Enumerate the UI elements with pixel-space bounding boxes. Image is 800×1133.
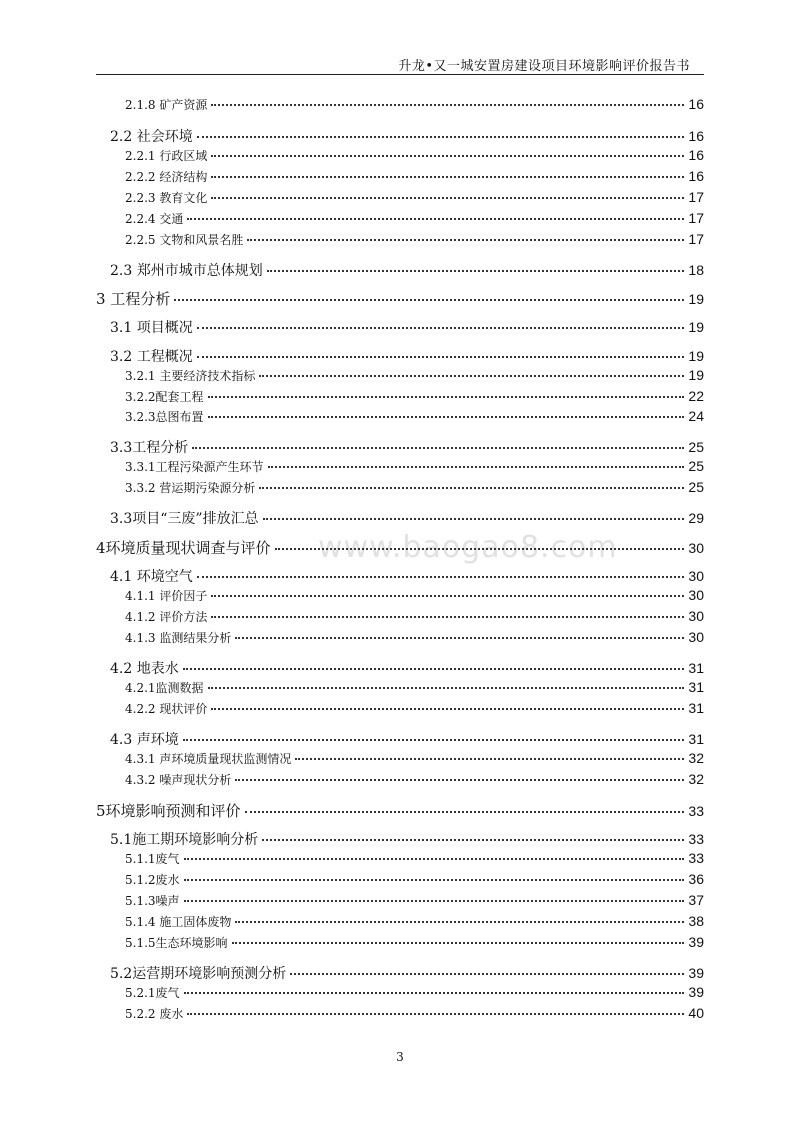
toc-leader <box>184 858 685 860</box>
toc-leader <box>268 466 685 468</box>
toc-leader <box>184 879 685 881</box>
toc-title: 工程概况 <box>136 349 193 365</box>
toc-page: 19 <box>688 319 704 335</box>
toc-entry[interactable] <box>125 458 704 478</box>
toc-leader <box>192 447 684 449</box>
toc-page: 40 <box>688 1005 704 1021</box>
toc-title: 营运期污染源分析 <box>159 481 256 495</box>
toc-entry[interactable] <box>125 700 704 720</box>
toc-title: 矿产资源 <box>159 98 208 112</box>
toc-title: 行政区域 <box>159 149 208 163</box>
toc-number: 3.2.2 <box>125 390 156 404</box>
toc-page: 31 <box>688 700 704 716</box>
toc-leader <box>208 396 685 398</box>
toc-entry[interactable] <box>125 408 704 428</box>
toc-leader <box>247 239 684 241</box>
toc-page: 37 <box>688 892 704 908</box>
toc-page: 33 <box>688 803 704 819</box>
toc-number: 2.2.2 <box>125 170 156 184</box>
toc-page: 25 <box>688 479 704 495</box>
toc-title: 生态环境影响 <box>155 936 228 950</box>
toc-entry[interactable] <box>125 892 704 912</box>
toc-page: 32 <box>688 771 704 787</box>
toc-page: 33 <box>688 850 704 866</box>
toc-number: 5.1.3 <box>125 894 156 908</box>
toc-leader <box>262 839 684 841</box>
toc-page: 25 <box>688 458 704 474</box>
toc-leader <box>211 104 684 106</box>
toc-page: 30 <box>688 629 704 645</box>
toc-title: 废水 <box>159 1007 184 1021</box>
toc-title: 项目概况 <box>136 320 193 336</box>
toc-number: 2.2.4 <box>125 212 156 226</box>
toc-number: 3.3 <box>110 511 133 527</box>
toc-leader <box>197 327 685 329</box>
toc-leader <box>211 155 684 157</box>
toc-number: 2.2.5 <box>125 233 156 247</box>
toc-page: 17 <box>688 231 704 247</box>
toc-number: 2.1.8 <box>125 98 156 112</box>
toc-entry[interactable] <box>110 963 704 983</box>
toc-page: 33 <box>688 831 704 847</box>
watermark: www.baogao8.com <box>318 530 618 565</box>
toc-title: 项目“三废”排放汇总 <box>132 511 259 527</box>
toc-leader <box>197 576 685 578</box>
toc-page: 30 <box>688 587 704 603</box>
toc-number: 5.1.2 <box>125 873 156 887</box>
toc-page: 31 <box>688 731 704 747</box>
toc-leader <box>235 637 684 639</box>
toc-number: 5.1 <box>110 832 133 848</box>
toc-entry[interactable] <box>110 260 704 280</box>
toc-leader <box>211 616 684 618</box>
toc-page: 30 <box>688 540 704 556</box>
toc-title: 社会环境 <box>136 129 193 145</box>
toc-page: 25 <box>688 439 704 455</box>
toc-leader <box>259 375 684 377</box>
toc-number: 2.3 <box>110 263 133 279</box>
toc-entry[interactable] <box>125 189 704 209</box>
toc-leader <box>208 687 685 689</box>
toc-page: 16 <box>688 96 704 112</box>
toc-leader <box>267 270 685 272</box>
toc-number: 4.1.1 <box>125 589 156 603</box>
toc-page: 30 <box>688 608 704 624</box>
toc-number: 5.1.5 <box>125 936 156 950</box>
toc-title: 施工期环境影响分析 <box>132 832 259 848</box>
toc-entry[interactable] <box>125 1005 704 1025</box>
toc-number: 5 <box>96 802 106 820</box>
toc-title: 监测数据 <box>155 681 204 695</box>
toc-number: 3 <box>96 290 106 308</box>
toc-entry[interactable] <box>125 629 704 649</box>
toc-title: 地表水 <box>136 661 179 677</box>
toc-title: 配套工程 <box>155 390 204 404</box>
toc-entry[interactable] <box>125 871 704 891</box>
toc-leader <box>295 758 684 760</box>
toc-entry[interactable] <box>125 750 704 770</box>
toc-title: 声环境质量现状监测情况 <box>159 752 292 766</box>
toc-title: 评价方法 <box>159 610 208 624</box>
toc-entry[interactable] <box>125 934 704 954</box>
toc-page: 39 <box>688 965 704 981</box>
toc-title: 工程分析 <box>132 440 189 456</box>
toc-number: 4.1.3 <box>125 631 156 645</box>
toc-number: 4.1 <box>110 569 133 585</box>
toc-page: 36 <box>688 871 704 887</box>
toc-page: 22 <box>688 388 704 404</box>
toc-title: 运营期环境影响预测分析 <box>132 966 287 982</box>
toc-entry[interactable] <box>125 96 704 116</box>
toc-number: 4.2.2 <box>125 702 156 716</box>
toc-entry[interactable] <box>125 608 704 628</box>
toc-page: 18 <box>688 262 704 278</box>
toc-title: 噪声现状分析 <box>159 773 232 787</box>
toc-page: 17 <box>688 189 704 205</box>
toc-leader <box>275 548 685 550</box>
toc-number: 4.2.1 <box>125 681 156 695</box>
toc-title: 教育文化 <box>159 191 208 205</box>
toc-number: 2.2.1 <box>125 149 156 163</box>
toc-title: 经济结构 <box>159 170 208 184</box>
toc-title: 施工固体废物 <box>159 915 232 929</box>
toc-title: 主要经济技术指标 <box>159 369 256 383</box>
toc-number: 4.3.2 <box>125 773 156 787</box>
toc-page: 19 <box>688 291 704 307</box>
toc-page: 19 <box>688 348 704 364</box>
toc-entry[interactable] <box>110 729 704 749</box>
toc-page: 39 <box>688 934 704 950</box>
toc-page: 19 <box>688 367 704 383</box>
toc-number: 5.1.4 <box>125 915 156 929</box>
toc-page: 38 <box>688 913 704 929</box>
toc-number: 4.3 <box>110 732 133 748</box>
toc-page: 29 <box>688 510 704 526</box>
toc-entry[interactable] <box>110 508 704 528</box>
toc-title: 总图布置 <box>155 410 204 424</box>
toc-number: 3.3.2 <box>125 481 156 495</box>
toc-title: 交通 <box>159 212 184 226</box>
toc-entry[interactable] <box>110 829 704 849</box>
toc-page: 24 <box>688 408 704 424</box>
toc-entry[interactable] <box>125 850 704 870</box>
toc-leader <box>184 900 685 902</box>
toc-entry[interactable] <box>110 126 704 146</box>
toc-number: 3.3 <box>110 440 133 456</box>
toc-entry[interactable] <box>110 437 704 457</box>
toc-page: 16 <box>688 128 704 144</box>
toc-leader <box>174 299 684 301</box>
toc-entry[interactable] <box>125 388 704 408</box>
toc-leader <box>235 779 684 781</box>
toc-entry[interactable] <box>125 984 704 1004</box>
toc-title: 监测结果分析 <box>159 631 232 645</box>
toc-leader <box>197 136 685 138</box>
toc-number: 3.2.1 <box>125 369 156 383</box>
toc-number: 4.1.2 <box>125 610 156 624</box>
toc-leader <box>290 973 684 975</box>
toc-leader <box>232 942 685 944</box>
toc-entry[interactable] <box>125 367 704 387</box>
toc-number: 4.3.1 <box>125 752 156 766</box>
toc-title: 现状评价 <box>159 702 208 716</box>
page-number: 3 <box>396 1050 404 1064</box>
toc-leader <box>197 356 685 358</box>
toc-leader <box>245 811 685 813</box>
toc-title: 环境影响预测和评价 <box>105 802 241 820</box>
toc-number: 2.2 <box>110 129 133 145</box>
toc-entry[interactable] <box>110 658 704 678</box>
toc-page: 31 <box>688 660 704 676</box>
toc-title: 郑州市城市总体规划 <box>136 263 263 279</box>
toc-number: 5.2 <box>110 966 133 982</box>
toc-entry[interactable] <box>125 168 704 188</box>
toc-number: 5.1.1 <box>125 852 156 866</box>
toc-leader <box>259 487 684 489</box>
header-title: 升龙•又一城安置房建设项目环境影响评价报告书 <box>398 59 690 74</box>
toc-number: 2.2.3 <box>125 191 156 205</box>
toc-leader <box>184 992 685 994</box>
toc-number: 3.2.3 <box>125 410 156 424</box>
toc-entry[interactable] <box>125 210 704 230</box>
toc-entry[interactable] <box>125 231 704 251</box>
toc-leader <box>183 668 685 670</box>
toc-title: 评价因子 <box>159 589 208 603</box>
toc-title: 废水 <box>155 873 180 887</box>
toc-entry[interactable] <box>125 913 704 933</box>
toc-leader <box>187 1013 684 1015</box>
toc-title: 文物和风景名胜 <box>159 233 244 247</box>
toc-number: 5.2.1 <box>125 986 156 1000</box>
toc-number: 4.2 <box>110 661 133 677</box>
toc-leader <box>263 518 685 520</box>
toc-entry[interactable] <box>125 587 704 607</box>
toc-entry[interactable] <box>110 566 704 586</box>
toc-entry[interactable] <box>110 317 704 337</box>
toc-leader <box>211 176 684 178</box>
toc-title: 工程污染源产生环节 <box>155 460 264 474</box>
toc-number: 3.3.1 <box>125 460 156 474</box>
toc-number: 3.2 <box>110 349 133 365</box>
toc-number: 5.2.2 <box>125 1007 156 1021</box>
toc-page: 32 <box>688 750 704 766</box>
toc-leader <box>235 921 684 923</box>
toc-leader <box>211 197 684 199</box>
toc-title: 噪声 <box>155 894 180 908</box>
toc-leader <box>211 708 684 710</box>
toc-title: 工程分析 <box>110 290 171 308</box>
toc-entry[interactable] <box>125 771 704 791</box>
toc-title: 环境质量现状调查与评价 <box>105 539 271 557</box>
toc-entry[interactable] <box>96 288 704 308</box>
toc-page: 16 <box>688 147 704 163</box>
toc-title: 环境空气 <box>136 569 193 585</box>
toc-entry[interactable] <box>125 147 704 167</box>
toc-entry[interactable] <box>110 346 704 366</box>
toc-page: 30 <box>688 568 704 584</box>
toc-leader <box>187 218 684 220</box>
toc-leader <box>208 416 685 418</box>
toc-title: 废气 <box>155 986 180 1000</box>
toc-number: 4 <box>96 539 106 557</box>
toc-title: 声环境 <box>136 732 179 748</box>
toc-entry[interactable] <box>125 679 704 699</box>
toc-leader <box>183 739 685 741</box>
toc-leader <box>211 595 684 597</box>
toc-page: 17 <box>688 210 704 226</box>
toc-entry[interactable] <box>96 537 704 557</box>
toc-page: 31 <box>688 679 704 695</box>
toc-entry[interactable] <box>96 800 704 820</box>
toc-number: 3.1 <box>110 320 133 336</box>
toc-page: 16 <box>688 168 704 184</box>
toc-entry[interactable] <box>125 479 704 499</box>
toc-page: 39 <box>688 984 704 1000</box>
toc-title: 废气 <box>155 852 180 866</box>
